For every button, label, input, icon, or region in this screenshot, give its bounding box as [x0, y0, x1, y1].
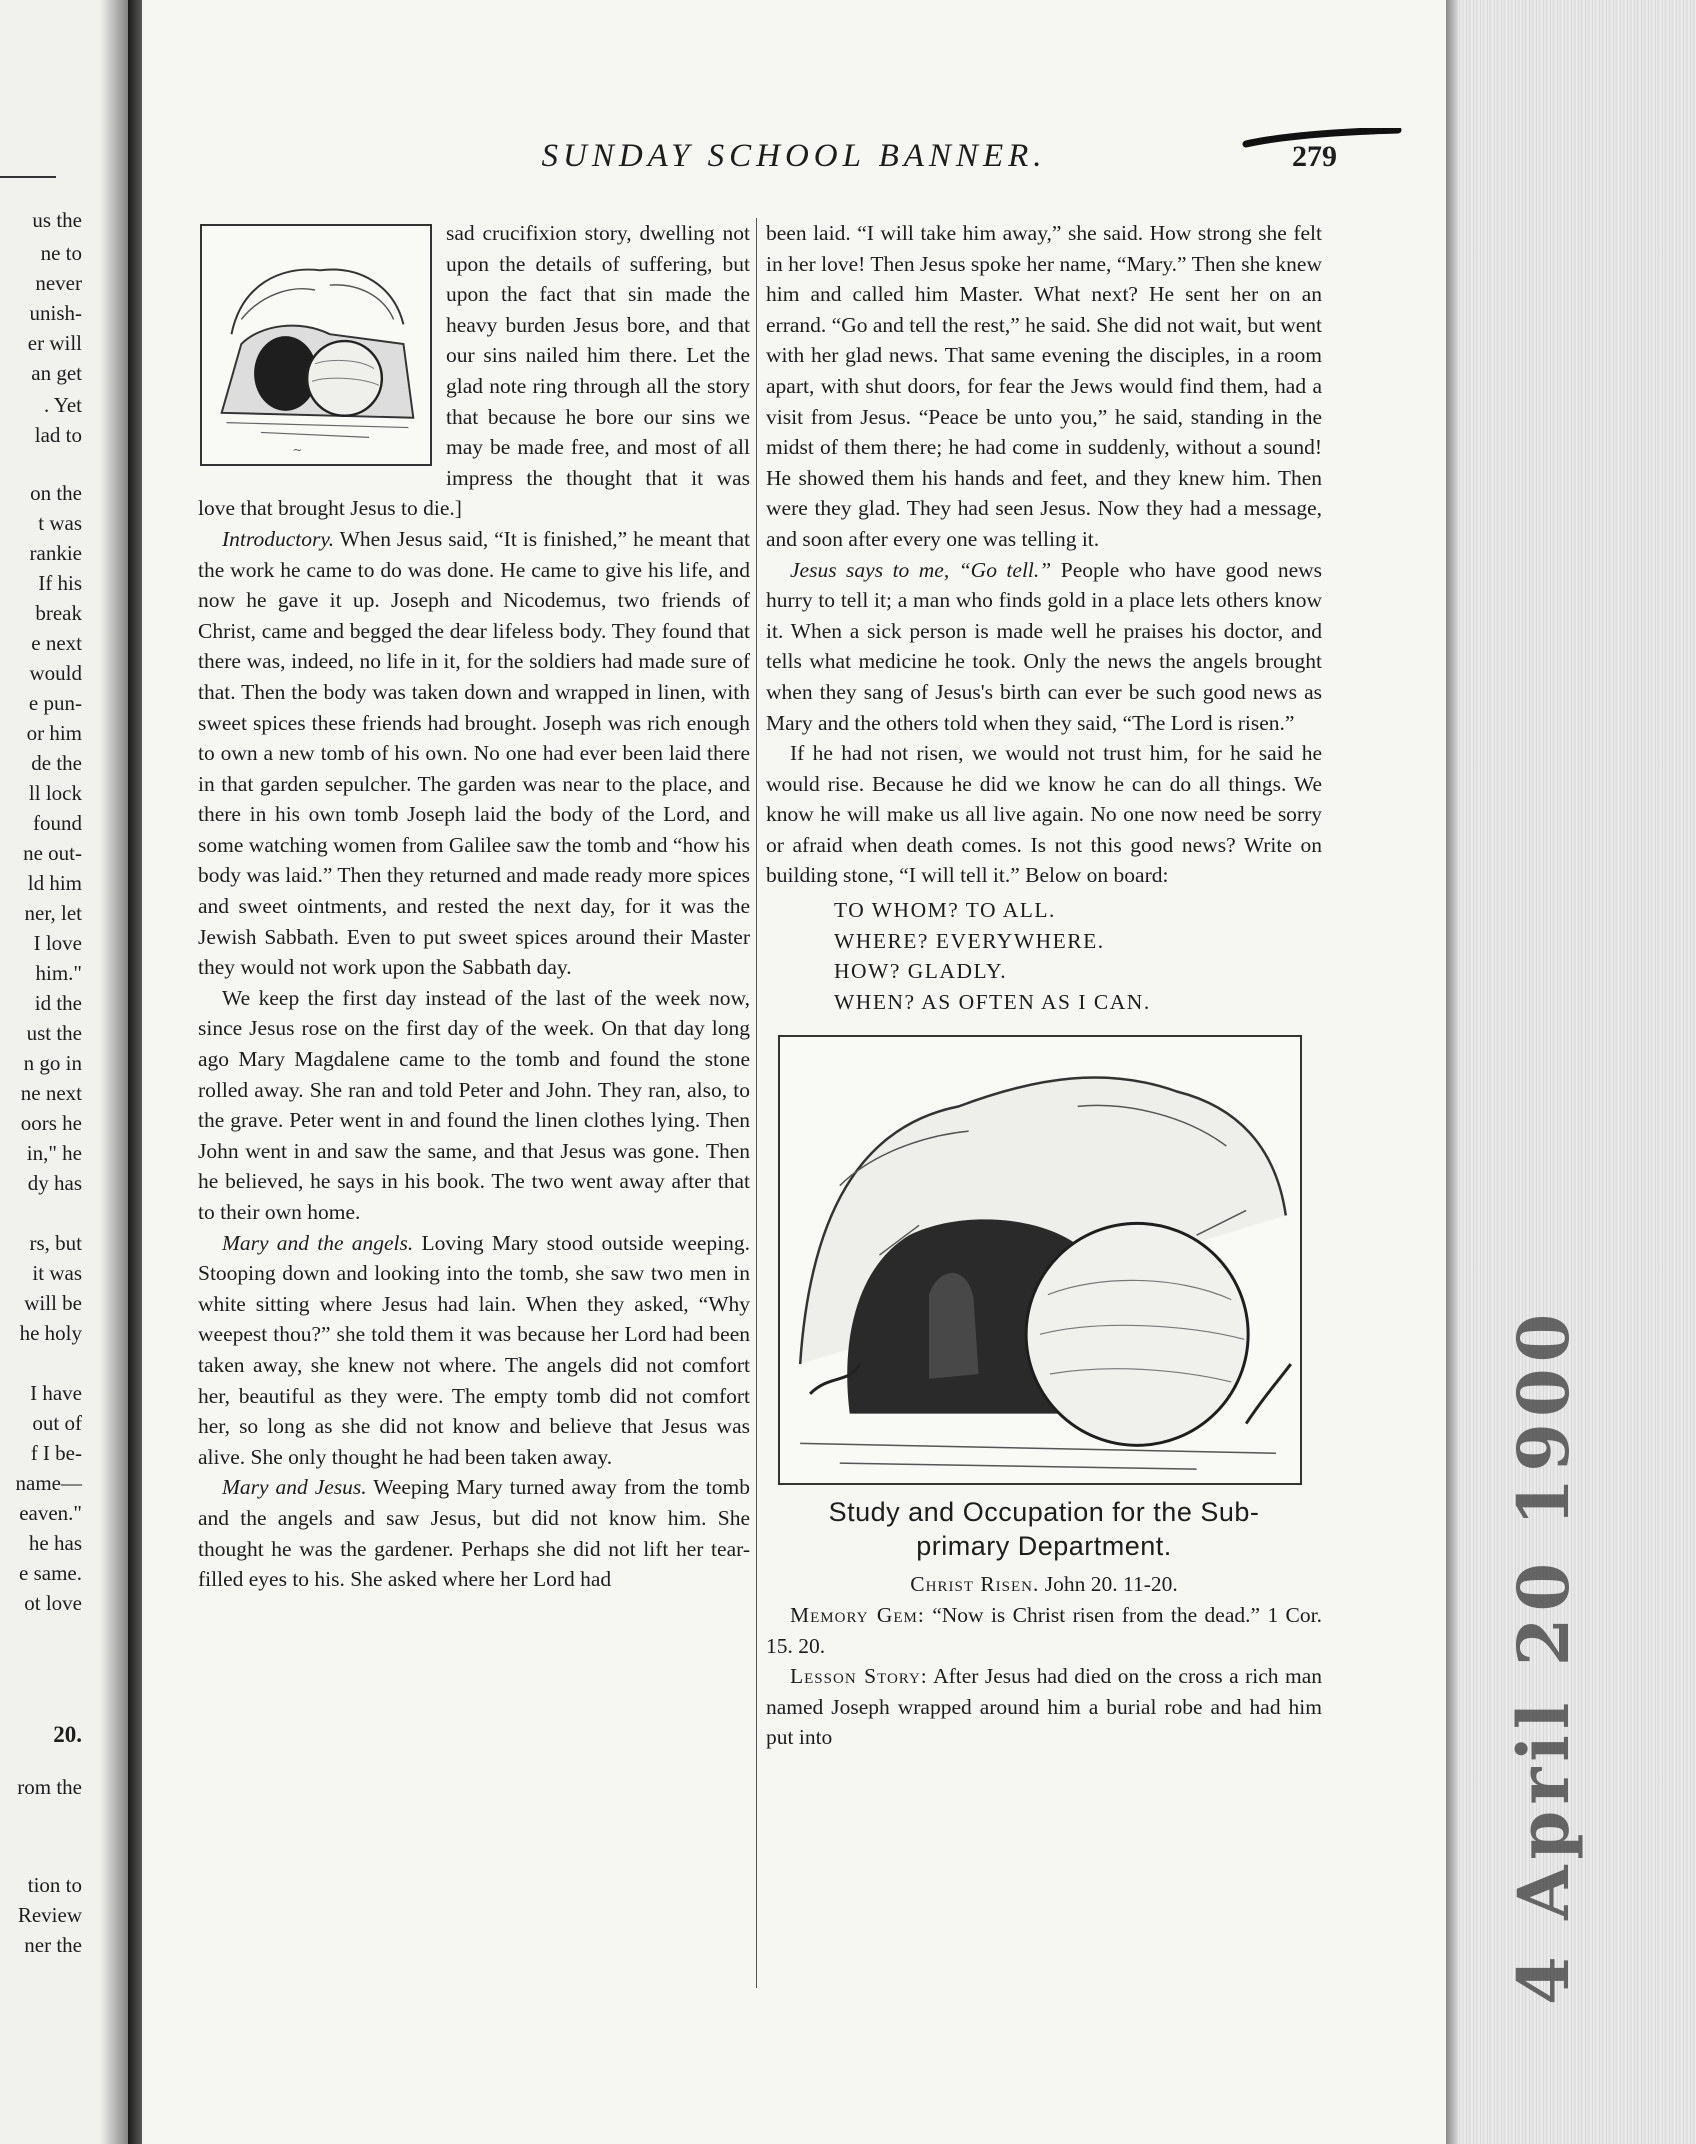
left-page-fragment: ner, let — [24, 901, 82, 925]
left-page-fragment: tion to — [27, 1873, 82, 1897]
left-page-fragment: break — [35, 601, 82, 625]
left-page-fragment: found — [33, 811, 82, 835]
left-page-fragment: oors he — [20, 1111, 82, 1135]
left-page-fragment: ld him — [27, 871, 82, 895]
svg-text:~: ~ — [292, 443, 303, 458]
first-day-paragraph: We keep the first day instead of the last of the week now, since Jesus rose on the first day of the week. On that day long ago Mary Magdalene came to the tomb and found the stone rolled away. She ran and told Peter and John. They ran, also, to the grave. Peter went in and found the linen clothes lying. Then John went in and saw the same, and that Jesus was gone. Then he believed, he says in his book. The two went away after that to their own home. — [198, 985, 750, 1224]
left-page-fragment: t was — [38, 511, 82, 535]
angels-text: Loving Mary stood outside weeping. Stooping down and looking into the tomb, she saw two men in white sitting where Jesus had lain. When they asked, “Why weepest thou?” she told them it was because her Lord had been taken away, she knew not where. The angels did not comfort her, beautiful as they were. The empty tomb did not comfort her, so long as she did not know and believe that Jesus was alive. She only thought he had been taken away. — [198, 1230, 751, 1469]
left-page-fragment: it was — [32, 1261, 82, 1285]
lesson-story-text: After Jesus had died on the cross a rich man named Joseph wrapped around him a burial robe and had him put into — [766, 1664, 1322, 1750]
risen-paragraph: If he had not risen, we would not trust him, for he said he would rise. Because he did we know he can do all things. We know he will make us all live again. No one now need be sorry or afraid when death comes. Is not this good news? Write on building stone, “I will tell it.” Below on board: — [766, 741, 1322, 888]
go-tell-paragraph — [766, 555, 1322, 739]
column-divider — [756, 218, 757, 1988]
left-page-fragment: ll lock — [28, 781, 82, 805]
left-page-fragment: ot love — [24, 1591, 82, 1615]
book-gutter — [128, 0, 142, 2144]
left-page-fragment: ust the — [26, 1021, 82, 1045]
left-page-fragment: ne out- — [23, 841, 82, 865]
left-page-fragment: I love — [33, 931, 82, 955]
book-page-edges — [1446, 0, 1696, 2144]
left-page-fragment: rs, but — [29, 1231, 82, 1255]
left-page-fragment: . Yet — [44, 393, 82, 417]
lesson-reference: John 20. 11-20. — [1044, 1572, 1178, 1597]
lesson-story-label: Lesson Story: — [790, 1664, 928, 1689]
left-page-fragment: ne to — [40, 241, 82, 265]
page-number: 279 — [1292, 140, 1337, 173]
board-line: WHEN? AS OFTEN AS I CAN. — [834, 989, 1151, 1014]
left-page-fragment: on the — [30, 481, 82, 505]
left-page-fragment: will be — [24, 1291, 82, 1315]
mary-jesus-lead: Mary and Jesus. — [222, 1475, 367, 1500]
left-page-fragment: or him — [26, 721, 82, 745]
memory-gem-paragraph — [766, 1600, 1322, 1661]
lesson-story-paragraph — [766, 1661, 1322, 1753]
introductory-text: When Jesus said, “It is finished,” he meant that the work he came to do was done. He came to give his life, and now he gave it up. Joseph and Nicodemus, two friends of Christ, came and begged the dear lifeless body. They found that there was, indeed, no life in it, for the soldiers had made sure of that. Then the body was taken down and wrapped in linen, with sweet spices these friends had brought. Joseph was rich enough to own a new tomb of his own. No one had ever been laid there in that garden sepulcher. The garden was near to the place, and there in his own tomb Joseph laid the body of the Lord, and some watching women from Galilee saw the tomb and “how his body was laid.” Then they returned and made ready more spices and sweet ointments, and rested the next day, for it was the Jewish Sabbath. Even to put sweet spices around their Master they would not work upon the Sabbath day. — [198, 526, 750, 980]
left-page-fragment: he has — [28, 1531, 82, 1555]
left-page-fragment: name— — [15, 1471, 82, 1495]
board-lines — [834, 895, 1322, 1017]
left-page-fragment: rom the — [17, 1775, 82, 1799]
board-line: TO WHOM? TO ALL. — [834, 898, 1056, 923]
left-page-fragment: e same. — [19, 1561, 82, 1585]
continuation-paragraph: been laid. “I will take him away,” she said. How strong she felt in her love! Then Jesus spoke her name, “Mary.” Then she knew him and called him Master. What next? He sent her on an errand. “Go and tell the rest,” he said. She did not wait, but went with her glad news. That same evening the disciples, in a room apart, with shut doors, for fear the Jews would find them, had a visit from Jesus. “Peace be unto you,” he said, standing in the midst of them there; he had come in suddenly, without a sound! He showed them his hands and feet, and they knew him. Then were they glad. They had seen Jesus. Now they had a message, and soon after every one was telling it. — [766, 221, 1322, 551]
left-page-fragment: rankie — [29, 541, 82, 565]
margin-handwriting: 4 April 20 1900 — [1502, 1307, 1585, 2005]
left-page-fragment: de the — [31, 751, 82, 775]
left-page-fragment: ner the — [24, 1933, 82, 1957]
angels-lead: Mary and the angels. — [222, 1230, 414, 1255]
small-tomb-illustration — [200, 224, 432, 466]
left-page-fragment: e pun- — [28, 691, 82, 715]
mary-jesus-paragraph — [198, 1472, 750, 1594]
left-page-fragment: If his — [38, 571, 82, 595]
left-page-fragment: e next — [31, 631, 82, 655]
left-page-fragment: dy has — [27, 1171, 82, 1195]
go-tell-lead: Jesus says to me, “Go tell.” — [790, 557, 1052, 582]
left-page-fragment: never — [35, 271, 82, 295]
page-edge-shadow — [1446, 0, 1458, 2144]
main-page — [142, 0, 1446, 2144]
lesson-title: Christ Risen. — [910, 1572, 1040, 1597]
left-page-fragment: ne next — [20, 1081, 82, 1105]
memory-gem-text: “Now is Christ risen from the dead.” 1 Cor. 15. 20. — [766, 1603, 1322, 1658]
lesson-title-line — [766, 1569, 1322, 1600]
left-page-fragment: lad to — [34, 423, 82, 447]
left-page-fragment: in," he — [26, 1141, 82, 1165]
left-page-fragment: id the — [34, 991, 82, 1015]
right-text-column — [766, 218, 1322, 1753]
left-page-fragment: n go in — [23, 1051, 82, 1075]
left-text-column — [198, 218, 750, 1595]
left-page-fragment: er will — [27, 331, 82, 355]
left-page-fragment: 20. — [53, 1722, 82, 1747]
mary-jesus-text: Weeping Mary turned away from the tomb and the angels and saw Jesus, but did not know him. She thought he was the gardener. Perhaps she did not lift her tear-filled eyes to his. She asked where her Lord had — [198, 1475, 750, 1592]
pen-strike-mark — [1242, 128, 1402, 150]
left-facing-page — [0, 0, 128, 2144]
left-page-fragment: f I be- — [30, 1441, 82, 1465]
angels-paragraph — [198, 1228, 750, 1473]
left-page-header-rule — [0, 176, 56, 178]
left-page-fragment: eaven." — [19, 1501, 82, 1525]
board-line: HOW? GLADLY. — [834, 959, 1008, 984]
left-page-fragment: Review — [17, 1903, 82, 1927]
left-page-fragment: would — [29, 661, 82, 685]
intro-paragraph: sad crucifixion story, dwelling not upon the details of suffering, but upon the fact that sin made the heavy burden Jesus bore, and that our sins nailed him there. Let the glad note ring through all the story that because he bore our sins we may be made free, and most of all impress the thought that it was love that brought Jesus to die.] — [198, 221, 750, 521]
left-page-fragment: he holy — [19, 1321, 82, 1345]
introductory-paragraph — [198, 524, 750, 983]
left-page-fragment: out of — [32, 1411, 82, 1435]
section-heading — [766, 1495, 1322, 1563]
large-tomb-illustration — [778, 1035, 1302, 1485]
left-page-fragment: an get — [31, 361, 82, 385]
go-tell-text: People who have good news hurry to tell it; a man who finds gold in a place lets others know it. When a sick person is made well he praises his doctor, and tells what medicine he took. Only the news the angels brought when they sang of Jesus's birth can ever be such good news as Mary and the others told when they said, “The Lord is risen.” — [766, 557, 1322, 735]
introductory-lead: Introductory. — [222, 526, 335, 551]
left-page-fragment: him." — [35, 961, 82, 985]
gutter-shadow — [100, 0, 128, 2144]
left-page-fragment: unish- — [29, 301, 82, 325]
left-page-fragment: I have — [30, 1381, 82, 1405]
section-heading-line: primary Department. — [916, 1531, 1172, 1562]
memory-gem-label: Memory Gem: — [790, 1603, 925, 1628]
board-line: WHERE? EVERYWHERE. — [834, 928, 1105, 953]
section-heading-line: Study and Occupation for the Sub- — [828, 1497, 1260, 1528]
page-header-title: SUNDAY SCHOOL BANNER. — [541, 138, 1047, 174]
left-page-fragment: us the — [32, 208, 82, 232]
